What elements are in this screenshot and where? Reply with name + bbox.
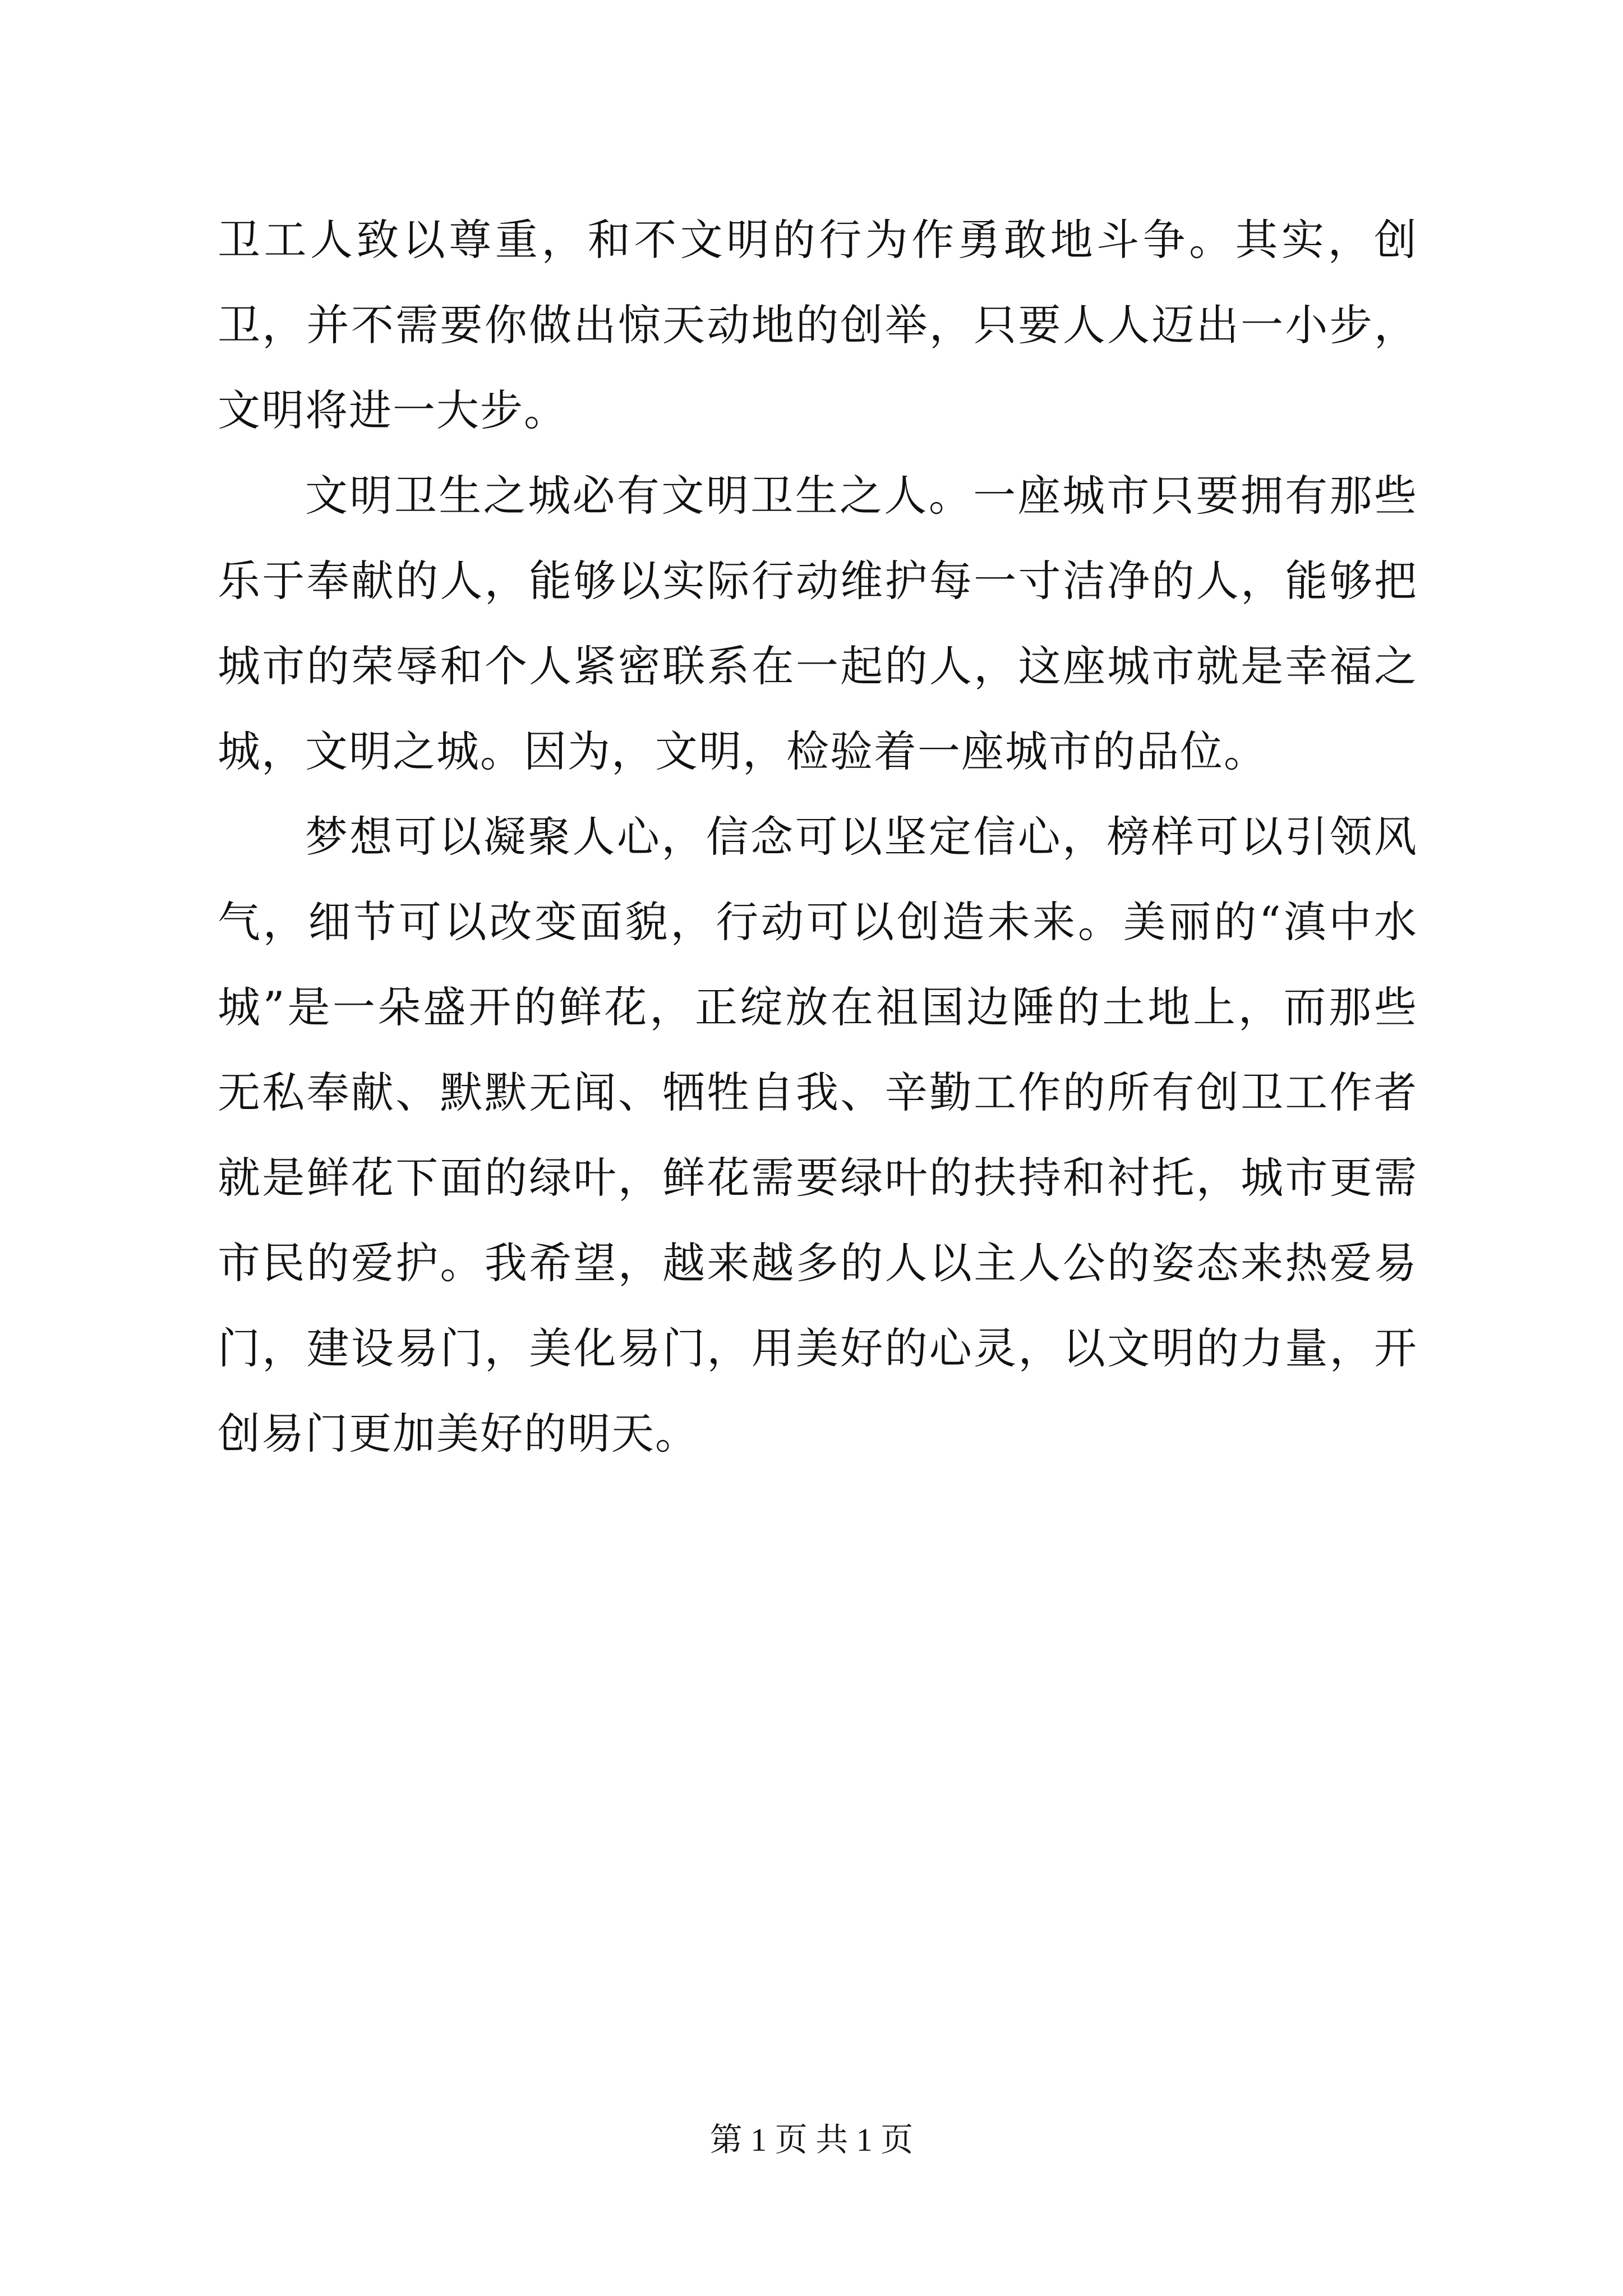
- document-body: [218, 197, 1418, 1476]
- paragraph-civilized-city: 文明卫生之城必有文明卫生之人。一座城市只要拥有那些乐于奉献的人，能够以实际行动维护每一寸洁净的人，能够把城市的荣辱和个人紧密联系在一起的人，这座城市就是幸福之城，文明之城。因为，文明，检验着一座城市的品位。: [218, 471, 1418, 776]
- paragraph-dream-and-future: 梦想可以凝聚人心，信念可以坚定信心，榜样可以引领风气，细节可以改变面貌，行动可以创造未来。美丽的“滇中水城”是一朵盛开的鲜花，正绽放在祖国边陲的土地上，而那些无私奉献、默默无闻、牺牲自我、辛勤工作的所有创卫工作者就是鲜花下面的绿叶，鲜花需要绿叶的扶持和衬托，城市更需市民的爱护。我希望，越来越多的人以主人公的姿态来热爱易门，建设易门，美化易门，用美好的心灵，以文明的力量，开创易门更加美好的明天。: [218, 812, 1418, 1458]
- page-footer: 第 1 页 共 1 页: [709, 2122, 914, 2158]
- paragraph-continuation: 卫工人致以尊重，和不文明的行为作勇敢地斗争。其实，创卫，并不需要你做出惊天动地的创举，只要人人迈出一小步，文明将进一大步。: [218, 215, 1418, 435]
